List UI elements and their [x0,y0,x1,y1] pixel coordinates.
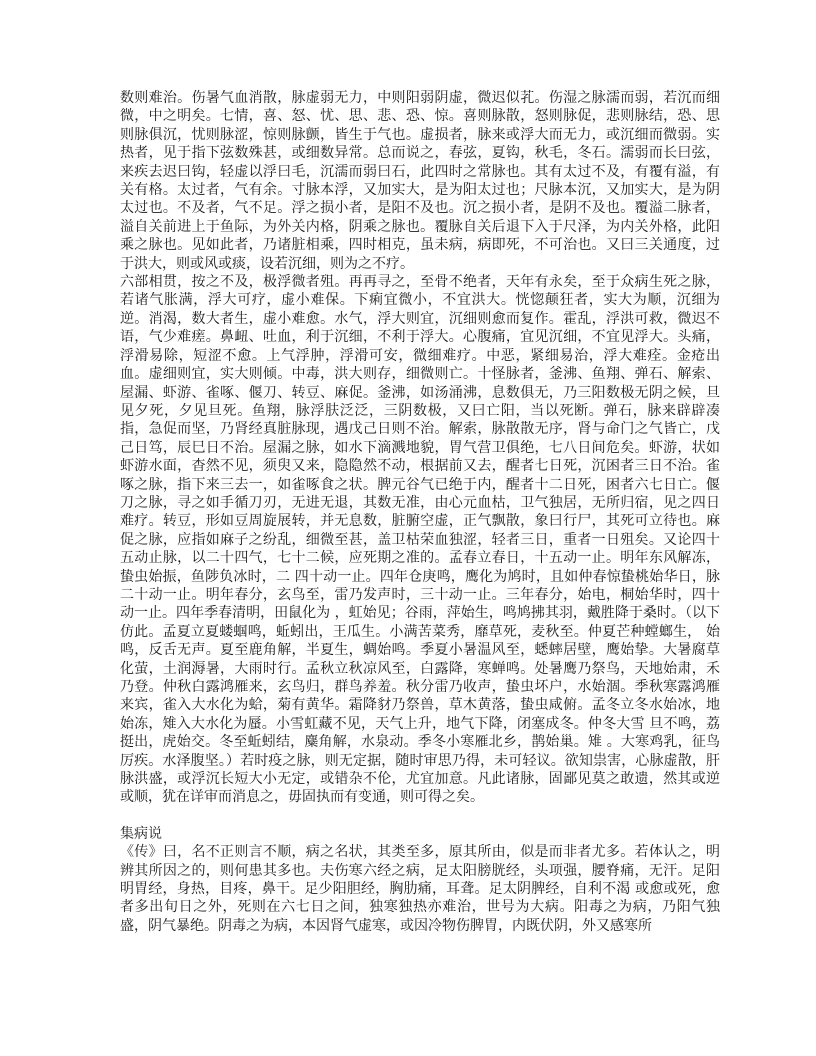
pulse-section [120,89,720,807]
text-block [120,89,720,935]
body-paragraph: 数则难治。伤暑气血消散，脉虚弱无力，中则阳弱阴虚，微迟似芤。伤湿之脉濡而弱，若沉而细微，中之明矣。七情，喜、怒、忧、思、悲、恐、惊。喜则脉散，怒则脉促，悲则脉结，恐、思则脉俱沉，忧则脉涩，惊则脉颤，皆生于气也。虚损者，脉来或浮大而无力，或沉细而微弱。实热者，见于指下弦数殊甚，或细数异常。总而说之，春弦，夏钩，秋毛，冬石。濡弱而长曰弦，来疾去迟曰钩，轻虚以浮曰毛，沉濡而弱曰石，此四时之常脉也。其有太过不及，有覆有溢，有关有格。太过者，气有余。寸脉本浮，又加实大，是为阳太过也；尺脉本沉，又加实大，是为阴太过也。不及者，气不足。浮之损小者，是阳不及也。沉之损小者，是阴不及也。覆溢二脉者，溢自关前进上于鱼际，为外关内格，阴乘之脉也。覆脉自关后退下入于尺泽，为内关外格，此阳乘之脉也。见如此者，乃诸脏相乘，四时相克，虽未病，病即死，不可治也。又曰三关通度，过于洪大，则或风或痰，设若沉细，则为之不疗。 [120,90,720,272]
body-paragraph: 《传》曰，名不正则言不顺，病之名状，其类至多，原其所由，似是而非者尤多。若体认之，明辨其所因之的，则何患其多也。夫伤寒六经之病，足太阳膀胱经，头项强，腰脊痛，无汗。足阳明胃经，身热，目疼，鼻干。足少阳胆经，胸肋痛，耳聋。足太阴脾经，自利不渴 或愈或死，愈者多出旬日之外，死则在六七日之间，独寒独热亦难治，世号为大病。阳毒之为病，乃阳气独盛，阴气暴绝。阴毒之为病，本因肾气虚寒，或因冷物伤脾胃，内既伏阴，外又感寒所 [120,844,720,934]
disease-section [120,825,720,935]
body-paragraph: 六部相贯，按之不及，极浮微者殂。再再寻之，至骨不绝者，天年有永矣，至于众病生死之脉，若诸气胀满，浮大可疗，虚小难保。下痢宜微小，不宜洪大。恍惚颠狂者，实大为顺，沉细为逆。消渴，数大者生，虚小难愈。水气，浮大则宜，沉细则愈而复作。霍乱，浮洪可救，微迟不语，气少难瘥。鼻衄、吐血，利于沉细，不利于浮大。心腹痛，宜见沉细，不宜见浮大。头痛，浮滑易除，短涩不愈。上气浮肿，浮滑可安，微细难疗。中恶，紧细易治，浮大难痊。金疮出血。虚细则宜，实大则倾。中毒，洪大则存，细微则亡。十怪脉者，釜沸、鱼翔、弹石、解索、屋漏、虾游、雀啄、偃刀、转豆、麻促。釜沸，如汤涌沸，息数俱无，乃三阳数极无阴之候，旦见夕死，夕见旦死。鱼翔，脉浮肤泛泛，三阴数极，又曰亡阳，当以死断。弹石，脉来辟辟凑指，急促而坚，乃肾经真脏脉现，遇戊己日则不治。解索，脉散散无序，肾与命门之气皆亡，戊己日笃，辰巳日不治。屋漏之脉，如水下滴溅地貌，胃气营卫俱绝，七八日间危矣。虾游，状如虾游水面，杳然不见，须臾又来，隐隐然不动，根据前又去，醒者七日死，沉困者三日不治。雀啄之脉，指下来三去一，如雀啄食之状。脾元谷气已绝于内，醒者十二日死，困者六七日亡。偃刀之脉，寻之如手循刀刃，无进无退，其数无准，由心元血枯，卫气独居，无所归宿，见之四日难疗。转豆，形如豆周旋展转，并无息数，脏腑空虚，正气飘散，象曰行尸，其死可立待也。麻促之脉，应指如麻子之纷乱，细微至甚，盖卫枯荣血独涩，轻者三日，重者一日殂矣。又论四十五动止脉，以二十四气，七十二候，应死期之准的。孟春立春日，十五动一止。明年东风解冻，蛰虫始振，鱼陟负冰时，二 四十动一止。四年仓庚鸣，鹰化为鸠时，且如仲春惊蛰桃始华日，脉二十动一止。明年春分，玄鸟至，雷乃发声时，三十动一止。三年春分，始电，桐始华时，四十动一止。四年季春清明，田鼠化为 ，虹始见；谷雨，萍始生，鸣鸠拂其羽，戴胜降于桑时。（以下仿此。孟夏立夏蝼蝈鸣，蚯蚓出，王瓜生。小满苦菜秀，靡草死，麦秋至。仲夏芒种螳螂生， 始鸣，反舌无声。夏至鹿角解，半夏生，蜩始鸣。季夏小暑温风至，蟋蟀居壁，鹰始挚。大暑腐草化萤，土润溽暑，大雨时行。孟秋立秋凉风至，白露降，寒蝉鸣。处暑鹰乃祭鸟，天地始肃，禾乃登。仲秋白露鸿雁来，玄鸟归，群鸟养羞。秋分雷乃收声，蛰虫坏户，水始涸。季秋寒露鸿雁来宾，雀入大水化为蛤，菊有黄华。霜降豺乃祭兽，草木黄落，蛰虫咸俯。孟冬立冬水始冰，地始冻，雉入大水化为蜃。小雪虹藏不见，天气上升，地气下降，闭塞成冬。仲冬大雪 旦不鸣，荔挺出，虎始交。冬至蚯蚓结，麋角解，水泉动。季冬小寒雁北乡，鹊始巢。雉 。大寒鸡乳，征鸟厉疾。水泽腹坚。）若时疫之脉，则无定据，随时审思乃得，未可轻议。欲知祟害，心脉虚散，肝脉洪盛，或浮沉长短大小无定，或错杂不伦，尤宜加意。凡此诸脉，固鄙见莫之敢遗，然其或逆或顺，犹在详审而消息之，毋固执而有变通，则可得之矣。 [120,274,720,806]
section-title: 集病说 [120,825,162,842]
